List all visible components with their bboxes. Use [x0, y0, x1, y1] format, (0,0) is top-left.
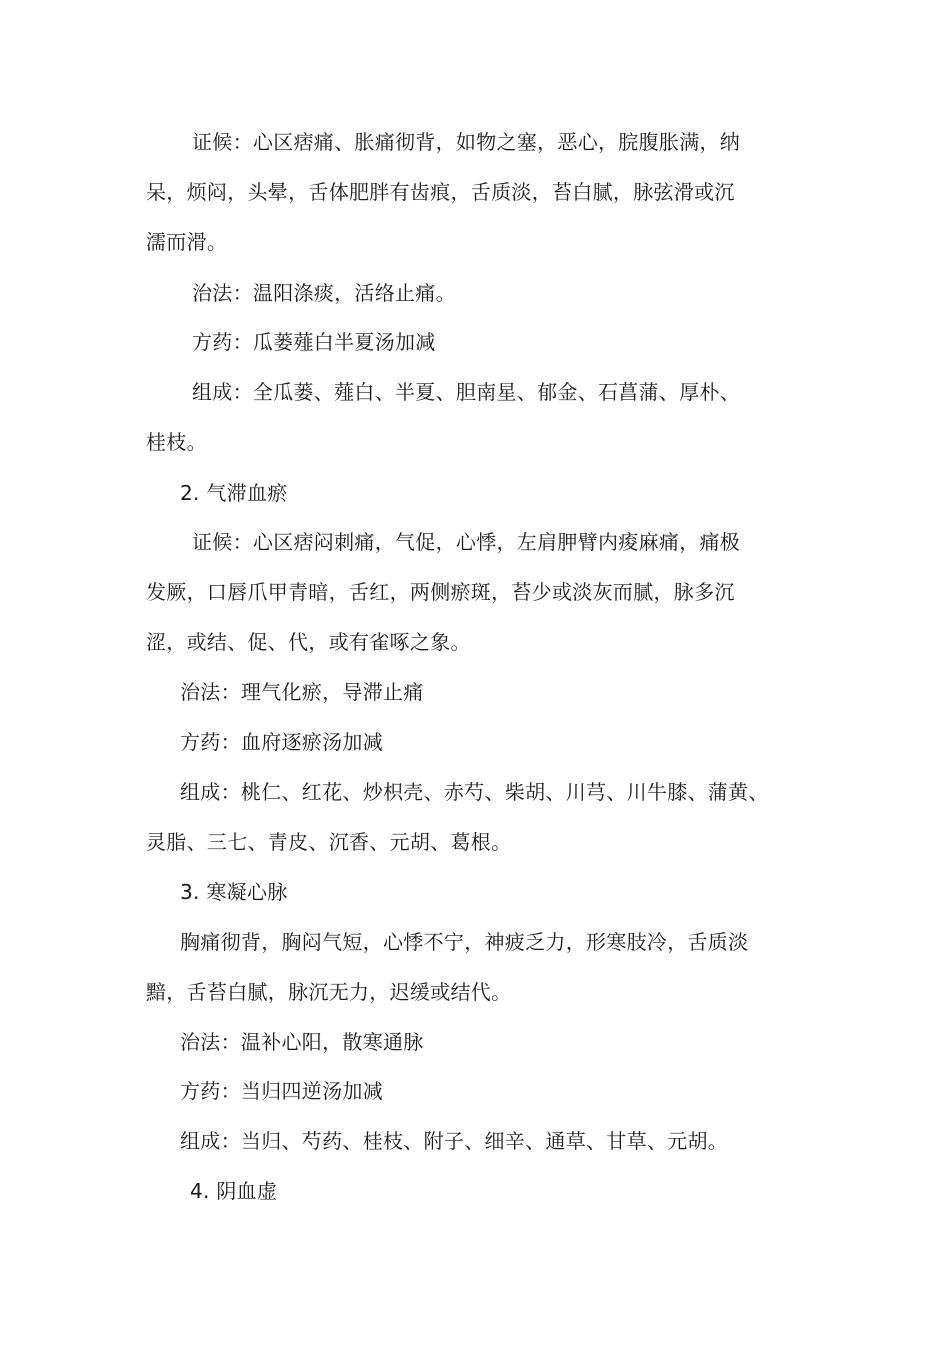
text-line: 治法：温补心阳，散寒通脉 [180, 1030, 424, 1054]
text-line: 证候：心区痞痛、胀痛彻背，如物之塞，恶心，脘腹胀满，纳 [192, 130, 741, 154]
text-line: 方药：血府逐瘀汤加减 [180, 730, 383, 754]
text-line: 灵脂、三七、青皮、沉香、元胡、葛根。 [146, 830, 512, 854]
text-line: 黯，舌苔白腻，脉沉无力，迟缓或结代。 [146, 980, 512, 1004]
text-line: 治法：理气化瘀，导滞止痛 [180, 680, 424, 704]
section-heading: 3. 寒凝心脉 [180, 880, 288, 904]
text-line: 治法：温阳涤痰，活络止痛。 [192, 281, 456, 305]
section-heading: 4. 阴血虚 [190, 1179, 278, 1203]
section-heading: 2. 气滞血瘀 [180, 481, 288, 505]
text-line: 方药：瓜蒌薤白半夏汤加减 [192, 330, 436, 354]
text-line: 桂枝。 [146, 430, 207, 454]
text-line: 发厥，口唇爪甲青暗，舌红，两侧瘀斑，苔少或淡灰而腻，脉多沉 [146, 580, 735, 604]
text-line: 方药：当归四逆汤加减 [180, 1079, 383, 1103]
text-line: 证候：心区痞闷刺痛，气促，心悸，左肩胛臂内痠麻痛，痛极 [192, 530, 741, 554]
text-line: 涩，或结、促、代，或有雀啄之象。 [146, 630, 471, 654]
text-line: 组成：全瓜蒌、薤白、半夏、胆南星、郁金、石菖蒲、厚朴、 [192, 380, 741, 404]
text-line: 组成：桃仁、红花、炒枳壳、赤芍、柴胡、川芎、川牛膝、蒲黄、 [180, 780, 769, 804]
text-line: 濡而滑。 [146, 230, 228, 254]
text-line: 组成：当归、芍药、桂枝、附子、细辛、通草、甘草、元胡。 [180, 1129, 729, 1153]
text-line: 胸痛彻背，胸闷气短，心悸不宁，神疲乏力，形寒肢冷，舌质淡 [180, 930, 749, 954]
text-line: 呆，烦闷，头晕，舌体肥胖有齿痕，舌质淡，苔白腻，脉弦滑或沉 [146, 180, 735, 204]
